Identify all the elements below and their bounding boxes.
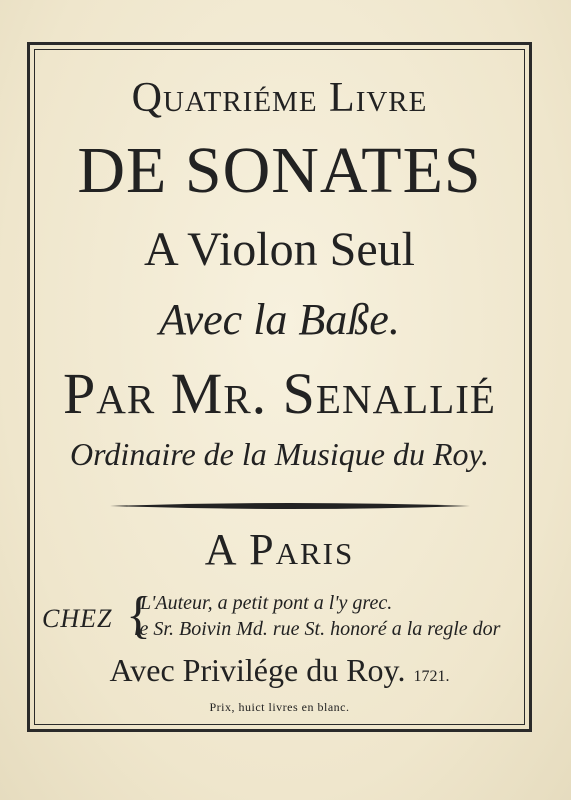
heading-avec-la-basse: Avec la Baße. [159,295,400,344]
privilege-text: Avec Privilége du Roy. [109,652,406,688]
privilege-line [34,652,525,689]
heading-quatrieme-livre: Quatriéme Livre [131,75,428,121]
heading-a-violon-seul: A Violon Seul [144,223,415,276]
publisher-block [42,588,520,644]
price-line: Prix, huict livres en blanc. [209,700,350,714]
address-line-2: le Sr. Boivin Md. rue St. honoré a la regle dor [134,618,501,640]
brace-icon: { [126,587,151,644]
address-line-1: L'Auteur, a petit pont a l'y grec. [140,592,393,614]
year: 1721. [413,668,450,685]
composer-title: Ordinaire de la Musique du Roy. [70,436,489,472]
chez-label: CHEZ [42,604,113,633]
heading-de-sonates: DE SONATES [77,134,482,207]
ornamental-rule [110,502,470,510]
composer-name: Par Mr. Senallié [63,361,496,426]
place-a-paris: A Paris [204,525,355,574]
